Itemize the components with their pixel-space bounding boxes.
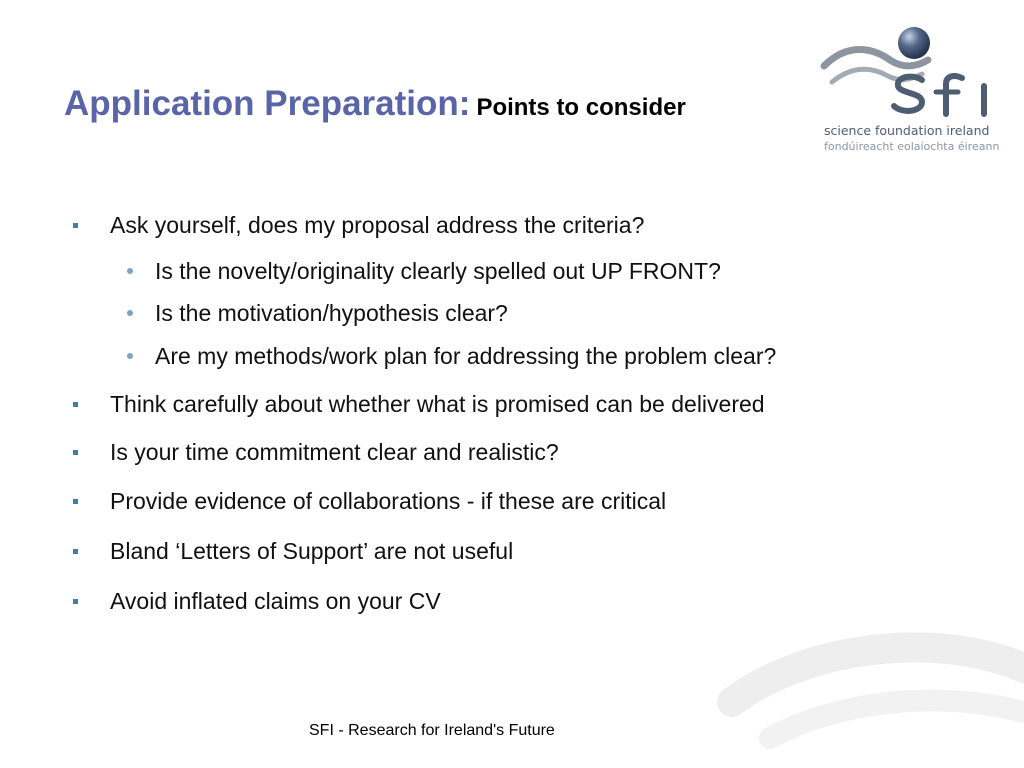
bullet-item (110, 391, 765, 418)
square-bullet-icon (73, 450, 78, 455)
square-bullet-icon (73, 499, 78, 504)
sub-bullet-text: Is the motivation/hypothesis clear? (155, 300, 508, 326)
logo-irish-name: fondúireacht eolaíochta éireann (824, 140, 1000, 153)
dot-bullet-icon (127, 268, 133, 274)
bullet-item (110, 588, 441, 615)
square-bullet-icon (73, 402, 78, 407)
sub-bullet-text: Is the novelty/originality clearly spelled out UP FRONT? (155, 258, 721, 284)
bullet-text: Bland ‘Letters of Support’ are not useful (110, 538, 514, 564)
sfi-logo (818, 22, 998, 154)
bullet-text: Avoid inflated claims on your CV (110, 588, 441, 614)
square-bullet-icon (73, 599, 78, 604)
title-main: Application Preparation: (64, 84, 471, 123)
sub-bullet-item (155, 300, 508, 327)
bullet-text: Is your time commitment clear and realistic? (110, 439, 559, 465)
sub-bullet-item (155, 258, 721, 285)
sfi-logo-graphic (818, 22, 998, 126)
title-subtitle: Points to consider (476, 94, 686, 121)
bullet-text: Provide evidence of collaborations - if these are critical (110, 488, 667, 514)
square-bullet-icon (73, 549, 78, 554)
dot-bullet-icon (127, 310, 133, 316)
slide-footer: SFI - Research for Ireland's Future (309, 722, 555, 739)
sub-bullet-text: Are my methods/work plan for addressing the problem clear? (155, 343, 777, 369)
bullet-text: Think carefully about whether what is promised can be delivered (110, 391, 765, 417)
dot-bullet-icon (127, 353, 133, 359)
bullet-item (110, 538, 513, 565)
bullet-item (110, 439, 559, 466)
logo-english-name: science foundation ireland (824, 123, 990, 138)
bullet-item (110, 488, 666, 515)
bullet-item (110, 212, 644, 239)
bullet-text: Ask yourself, does my proposal address the criteria? (110, 212, 645, 238)
sub-bullet-item (155, 343, 776, 370)
slide-title (64, 84, 686, 124)
square-bullet-icon (73, 223, 78, 228)
